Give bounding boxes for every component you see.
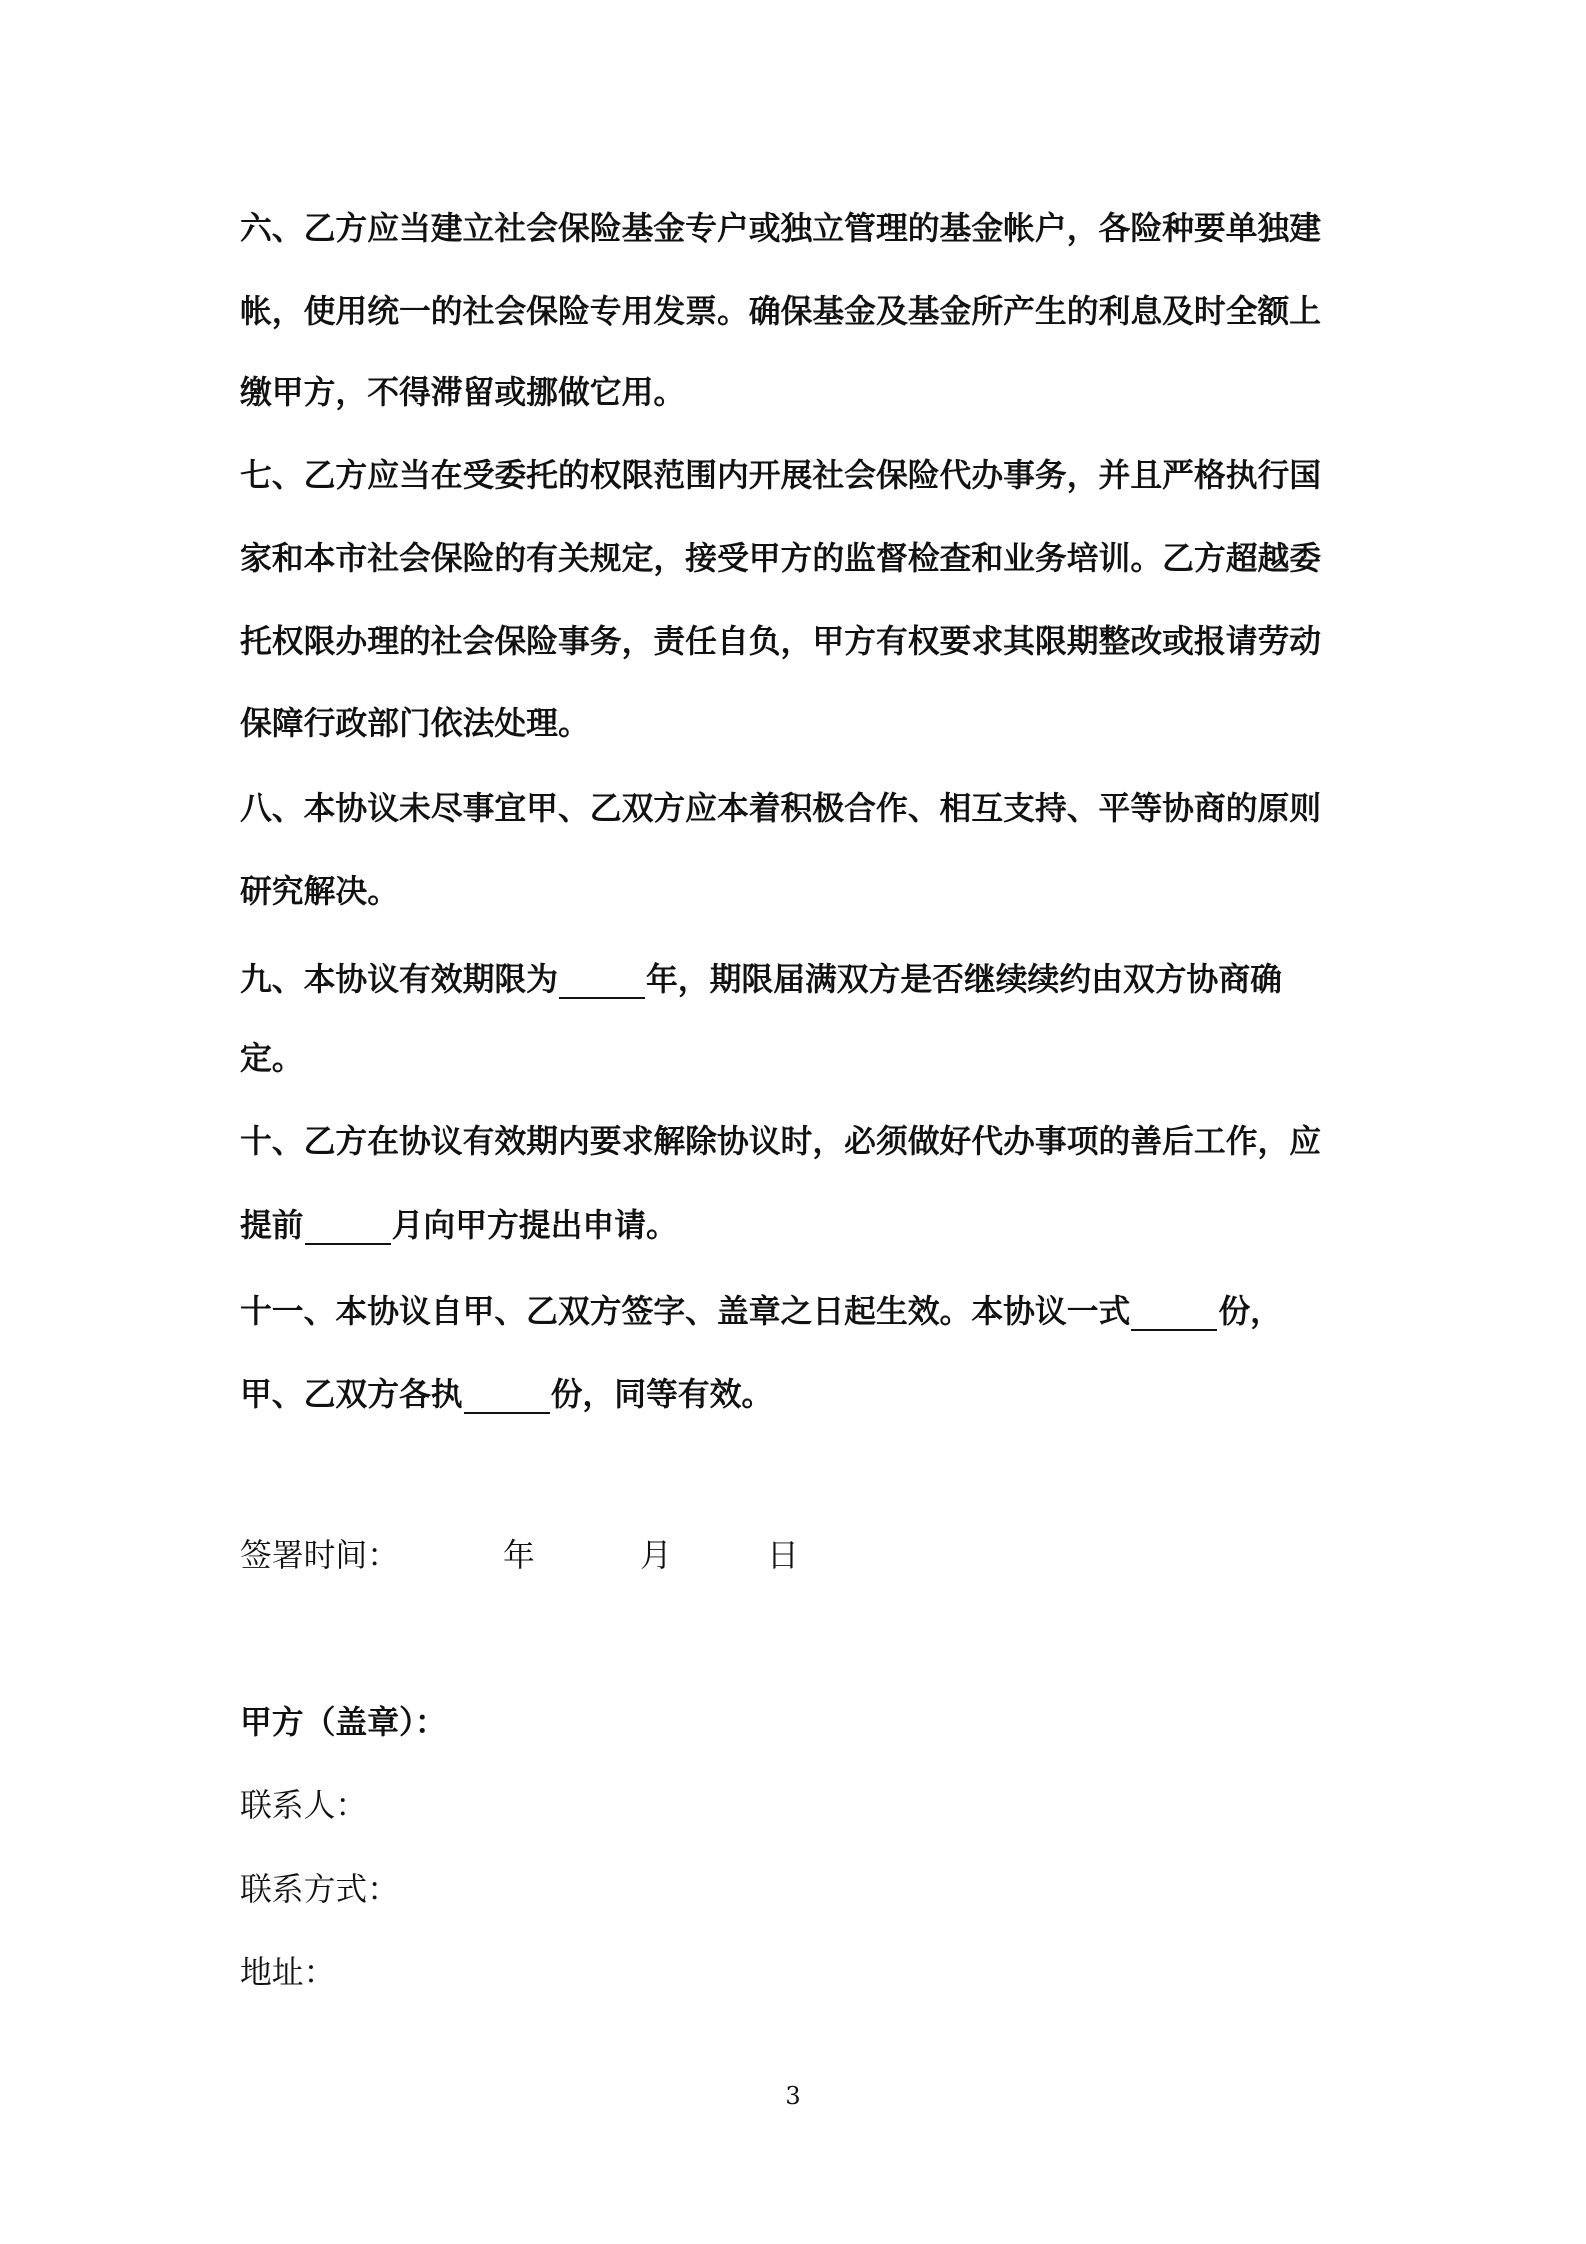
clause-11-line-2-text-after-blank: 份，同等有效。 — [550, 1376, 774, 1413]
clause-6-line-1: 六、乙方应当建立社会保险基金专户或独立管理的基金帐户，各险种要单独建 — [240, 210, 1322, 247]
clause-11-line-2-text-before-blank: 甲、乙双方各执 — [240, 1376, 463, 1413]
signing-month-label: 月 — [640, 1537, 672, 1574]
page-number: 3 — [785, 2082, 801, 2110]
clause-11-text-after-blank: 份， — [1218, 1293, 1282, 1330]
party-a-contact-method-label: 联系方式： — [240, 1871, 399, 1908]
clause-11-line-2 — [240, 1373, 773, 1417]
blank-term-years — [559, 958, 645, 999]
clause-7-line-4: 保障行政部门依法处理。 — [240, 705, 590, 742]
clause-9-text-after-blank: 年，期限届满双方是否继续续约由双方协商确 — [645, 961, 1282, 998]
party-a-contact-person-label: 联系人： — [240, 1787, 368, 1824]
clause-11-text-before-blank: 十一、本协议自甲、乙双方签字、盖章之日起生效。本协议一式 — [240, 1293, 1131, 1330]
clause-7-line-1: 七、乙方应当在受委托的权限范围内开展社会保险代办事务，并且严格执行国 — [240, 457, 1322, 494]
party-a-seal-heading: 甲方（盖章）： — [240, 1704, 447, 1741]
clause-8-line-1: 八、本协议未尽事宜甲、乙双方应本着积极合作、相互支持、平等协商的原则 — [240, 790, 1322, 827]
signing-year-label: 年 — [503, 1537, 535, 1574]
clause-7-line-3: 托权限办理的社会保险事务，责任自负，甲方有权要求其限期整改或报请劳动 — [240, 623, 1322, 660]
clause-6-line-3: 缴甲方，不得滞留或挪做它用。 — [240, 374, 686, 411]
clause-10-text-after-blank: 月向甲方提出申请。 — [391, 1207, 678, 1244]
clause-9-line-1 — [240, 958, 1282, 1002]
clause-10-line-1: 十、乙方在协议有效期内要求解除协议时，必须做好代办事项的善后工作，应 — [240, 1123, 1322, 1160]
signing-date-label: 签署时间： — [240, 1537, 399, 1574]
clause-10-text-before-blank: 提前 — [240, 1207, 304, 1244]
clause-9-line-2: 定。 — [240, 1040, 304, 1077]
clause-8-line-2: 研究解决。 — [240, 873, 399, 910]
clause-11-line-1 — [240, 1290, 1282, 1334]
clause-10-line-2 — [240, 1204, 678, 1248]
party-a-address-label: 地址： — [240, 1954, 336, 1991]
signing-day-label: 日 — [767, 1537, 799, 1574]
blank-notice-months — [305, 1204, 391, 1245]
blank-copies-total — [1131, 1290, 1217, 1331]
clause-7-line-2: 家和本市社会保险的有关规定，接受甲方的监督检查和业务培训。乙方超越委 — [240, 540, 1322, 577]
clause-9-text-before-blank: 九、本协议有效期限为 — [240, 961, 558, 998]
blank-copies-each — [464, 1373, 550, 1414]
clause-6-line-2: 帐，使用统一的社会保险专用发票。确保基金及基金所产生的利息及时全额上 — [240, 293, 1322, 330]
